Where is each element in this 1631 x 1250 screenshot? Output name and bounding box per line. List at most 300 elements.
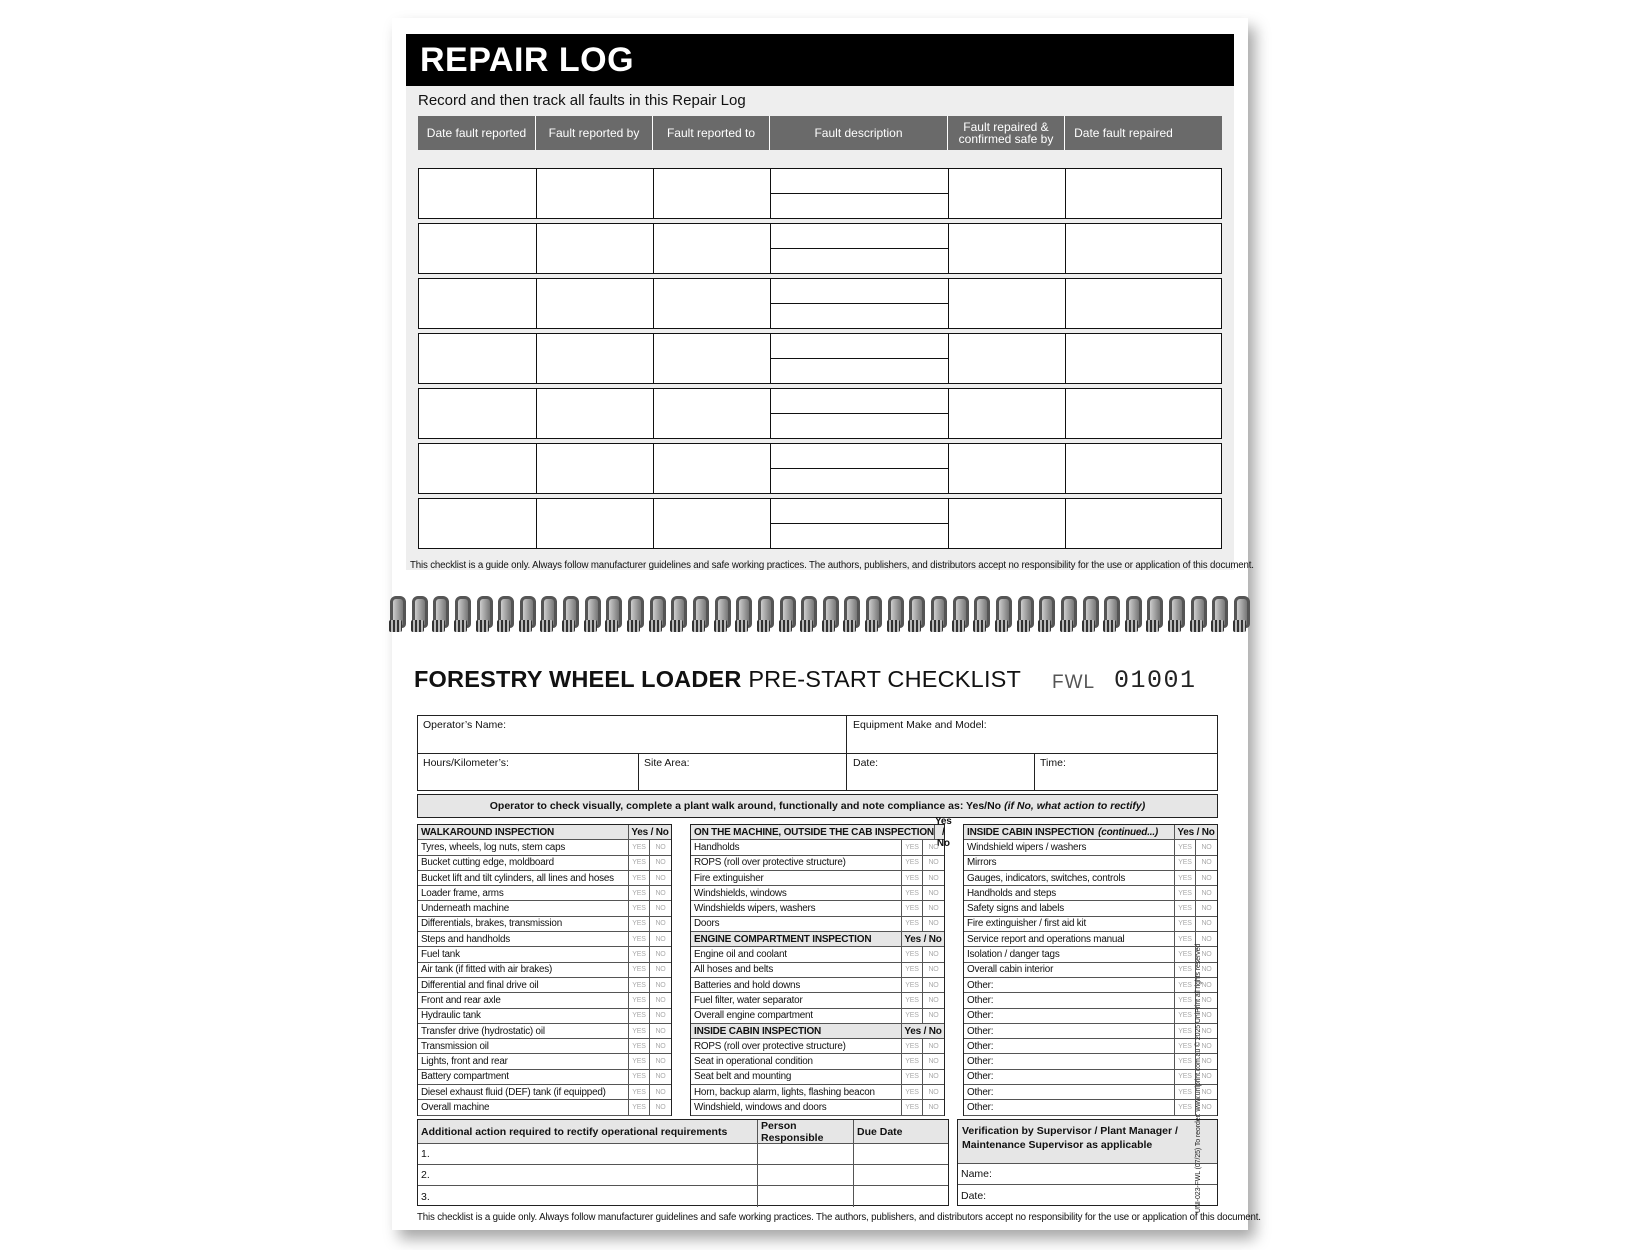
no-checkbox[interactable]: NO bbox=[928, 920, 939, 928]
yes-checkbox[interactable]: YES bbox=[902, 1009, 923, 1023]
repair-log-cell[interactable] bbox=[949, 389, 1066, 438]
yes-checkbox[interactable]: YES bbox=[1175, 1054, 1196, 1068]
repair-log-cell[interactable] bbox=[771, 279, 949, 328]
repair-log-header: Fault description bbox=[770, 116, 948, 150]
spiral-coil bbox=[1059, 596, 1075, 634]
no-checkbox[interactable]: NO bbox=[655, 874, 666, 882]
yes-checkbox[interactable]: YES bbox=[629, 947, 650, 961]
yes-checkbox[interactable]: YES bbox=[1175, 1085, 1196, 1099]
repair-log-row[interactable] bbox=[418, 333, 1222, 384]
checklist-item-row bbox=[691, 1100, 944, 1115]
instruction-text: Operator to check visually, complete a plant walk around, functionally and note compliance as: Yes/No bbox=[489, 800, 1002, 812]
spiral-coil bbox=[821, 596, 837, 634]
action-row[interactable] bbox=[418, 1186, 948, 1207]
checklist-item-row bbox=[418, 901, 671, 916]
spiral-coil bbox=[886, 596, 902, 634]
no-checkbox[interactable]: NO bbox=[655, 935, 666, 943]
repair-log-cell[interactable] bbox=[537, 444, 654, 493]
checklist-item-label: Handholds bbox=[691, 840, 902, 854]
walkaround-inspection-column bbox=[417, 824, 672, 1116]
repair-log-cell[interactable] bbox=[654, 444, 771, 493]
no-checkbox[interactable]: NO bbox=[655, 951, 666, 959]
checklist-item-label: Doors bbox=[691, 917, 902, 931]
yes-checkbox[interactable]: YES bbox=[902, 901, 923, 915]
yes-checkbox[interactable]: YES bbox=[1175, 886, 1196, 900]
yes-checkbox[interactable]: YES bbox=[629, 1009, 650, 1023]
yes-checkbox[interactable]: YES bbox=[1175, 978, 1196, 992]
no-checkbox[interactable]: NO bbox=[928, 1073, 939, 1081]
yes-checkbox[interactable]: YES bbox=[629, 1100, 650, 1114]
verification-box bbox=[957, 1119, 1218, 1206]
yes-checkbox[interactable]: YES bbox=[629, 1085, 650, 1099]
yes-checkbox[interactable]: YES bbox=[902, 947, 923, 961]
yes-checkbox[interactable]: YES bbox=[629, 932, 650, 946]
checklist-item-row bbox=[691, 871, 944, 886]
repair-log-cell[interactable] bbox=[771, 499, 949, 548]
repair-log-cell[interactable] bbox=[654, 389, 771, 438]
repair-log-cell[interactable] bbox=[537, 224, 654, 273]
checklist-item-label: All hoses and belts bbox=[691, 963, 902, 977]
no-checkbox[interactable]: NO bbox=[655, 981, 666, 989]
verification-header: Verification by Supervisor / Plant Manager / Maintenance Supervisor as applicable bbox=[958, 1120, 1217, 1164]
checklist-item-label: Overall cabin interior bbox=[964, 963, 1175, 977]
due-date-cell[interactable] bbox=[854, 1165, 948, 1185]
no-checkbox[interactable]: NO bbox=[655, 1058, 666, 1066]
repair-log-cell[interactable] bbox=[419, 499, 537, 548]
checklist-item-label: Fuel filter, water separator bbox=[691, 993, 902, 1007]
checklist-item-label: Handholds and steps bbox=[964, 886, 1175, 900]
checklist-item-row bbox=[964, 840, 1217, 855]
inside-cabin-inspection-column bbox=[963, 824, 1218, 1116]
yes-checkbox[interactable]: YES bbox=[1175, 856, 1196, 870]
no-checkbox[interactable]: NO bbox=[1201, 1012, 1212, 1020]
spiral-coil bbox=[907, 596, 923, 634]
checklist-item-row bbox=[418, 1039, 671, 1054]
no-checkbox[interactable]: NO bbox=[1201, 905, 1212, 913]
repair-log-cell[interactable] bbox=[949, 334, 1066, 383]
checklist-item-row bbox=[964, 1054, 1217, 1069]
repair-log-cell[interactable] bbox=[654, 334, 771, 383]
checklist-item-label: ROPS (roll over protective structure) bbox=[691, 1039, 902, 1053]
section-header-row bbox=[691, 1024, 944, 1039]
repair-log-cell[interactable] bbox=[1066, 389, 1183, 438]
checklist-item-row bbox=[964, 1024, 1217, 1039]
repair-log-cell[interactable] bbox=[537, 279, 654, 328]
spiral-coil bbox=[951, 596, 967, 634]
spiral-binding bbox=[388, 596, 1248, 634]
yes-checkbox[interactable]: YES bbox=[1175, 963, 1196, 977]
no-checkbox[interactable]: NO bbox=[1201, 1058, 1212, 1066]
no-checkbox[interactable]: NO bbox=[928, 1103, 939, 1111]
repair-log-row[interactable] bbox=[418, 168, 1222, 219]
operator-name-field[interactable]: Operator’s Name: bbox=[423, 719, 507, 731]
section-header-text: WALKAROUND INSPECTION bbox=[421, 826, 555, 838]
section-header-italic: (continued...) bbox=[1098, 826, 1159, 838]
checklist-item-row bbox=[418, 947, 671, 962]
yes-checkbox[interactable]: YES bbox=[1175, 901, 1196, 915]
checklist-item-label: Windshields, windows bbox=[691, 886, 902, 900]
section-header-text: INSIDE CABIN INSPECTION bbox=[967, 826, 1095, 838]
checklist-item-row bbox=[418, 978, 671, 993]
checklist-item-row bbox=[418, 840, 671, 855]
yes-checkbox[interactable]: YES bbox=[629, 978, 650, 992]
no-checkbox[interactable]: NO bbox=[655, 859, 666, 867]
no-checkbox[interactable]: NO bbox=[1201, 889, 1212, 897]
repair-log-row[interactable] bbox=[418, 498, 1222, 549]
checklist-title-rest: PRE-START CHECKLIST bbox=[748, 666, 1022, 692]
repair-log-cell[interactable] bbox=[1066, 499, 1183, 548]
no-checkbox[interactable]: NO bbox=[1201, 1042, 1212, 1050]
yes-checkbox[interactable]: YES bbox=[629, 993, 650, 1007]
section-header bbox=[691, 825, 935, 839]
person-cell[interactable] bbox=[758, 1165, 854, 1185]
checklist-item-label: Other: bbox=[964, 1039, 1175, 1053]
checklist-item-row bbox=[691, 993, 944, 1008]
yes-checkbox[interactable]: YES bbox=[1175, 871, 1196, 885]
checklist-item-label: Transmission oil bbox=[418, 1039, 629, 1053]
no-checkbox[interactable]: NO bbox=[1201, 859, 1212, 867]
no-checkbox[interactable]: NO bbox=[655, 843, 666, 851]
spiral-coil bbox=[518, 596, 534, 634]
repair-log-cell[interactable] bbox=[419, 389, 537, 438]
checklist-item-label: Bucket cutting edge, moldboard bbox=[418, 856, 629, 870]
yes-checkbox[interactable]: YES bbox=[1175, 1009, 1196, 1023]
spiral-coil bbox=[799, 596, 815, 634]
no-checkbox[interactable]: NO bbox=[655, 920, 666, 928]
section-header-text: ENGINE COMPARTMENT INSPECTION bbox=[694, 933, 872, 945]
checklist-item-row bbox=[964, 1085, 1217, 1100]
yes-checkbox[interactable]: YES bbox=[1175, 993, 1196, 1007]
checklist-item-row bbox=[418, 856, 671, 871]
action-row[interactable] bbox=[418, 1165, 948, 1186]
no-checkbox[interactable]: NO bbox=[928, 874, 939, 882]
equipment-field[interactable]: Equipment Make and Model: bbox=[853, 719, 987, 731]
spiral-coil bbox=[864, 596, 880, 634]
no-checkbox[interactable]: NO bbox=[655, 905, 666, 913]
checklist-item-row bbox=[691, 1039, 944, 1054]
checklist-item-label: Windshields wipers, washers bbox=[691, 901, 902, 915]
checklist-item-label: Other: bbox=[964, 1009, 1175, 1023]
no-checkbox[interactable]: NO bbox=[1201, 996, 1212, 1004]
no-checkbox[interactable]: NO bbox=[655, 1012, 666, 1020]
due-date-cell[interactable] bbox=[854, 1144, 948, 1164]
checklist-item-row bbox=[964, 1039, 1217, 1054]
checklist-item-row bbox=[964, 1009, 1217, 1024]
checklist-serial-number: 01001 bbox=[1114, 666, 1197, 695]
repair-log-cell[interactable] bbox=[771, 224, 949, 273]
spiral-coil bbox=[1037, 596, 1053, 634]
checklist-item-row bbox=[964, 963, 1217, 978]
spiral-coil bbox=[583, 596, 599, 634]
yes-checkbox[interactable]: YES bbox=[1175, 917, 1196, 931]
time-field[interactable]: Time: bbox=[1040, 757, 1066, 769]
no-checkbox[interactable]: NO bbox=[928, 843, 939, 851]
repair-log-cell[interactable] bbox=[537, 389, 654, 438]
checklist-item-label: Other: bbox=[964, 1024, 1175, 1038]
no-checkbox[interactable]: NO bbox=[1201, 935, 1212, 943]
spiral-coil bbox=[496, 596, 512, 634]
no-checkbox[interactable]: NO bbox=[928, 1012, 939, 1020]
spiral-coil bbox=[626, 596, 642, 634]
checklist-item-row bbox=[964, 1070, 1217, 1085]
repair-log-cell[interactable] bbox=[419, 169, 537, 218]
spiral-coil bbox=[431, 596, 447, 634]
checklist-item-label: Air tank (if fitted with air brakes) bbox=[418, 963, 629, 977]
checklist-item-label: Engine oil and coolant bbox=[691, 947, 902, 961]
no-checkbox[interactable]: NO bbox=[1201, 951, 1212, 959]
repair-log-row[interactable] bbox=[418, 443, 1222, 494]
yes-checkbox[interactable]: YES bbox=[902, 963, 923, 977]
spiral-coil bbox=[561, 596, 577, 634]
yes-checkbox[interactable]: YES bbox=[629, 1039, 650, 1053]
repair-log-cell[interactable] bbox=[654, 499, 771, 548]
yes-checkbox[interactable]: YES bbox=[629, 871, 650, 885]
yes-checkbox[interactable]: YES bbox=[629, 840, 650, 854]
yes-checkbox[interactable]: YES bbox=[902, 1100, 923, 1114]
action-row-number: 3. bbox=[418, 1186, 758, 1207]
repair-log-cell[interactable] bbox=[419, 279, 537, 328]
no-checkbox[interactable]: NO bbox=[655, 996, 666, 1004]
repair-log-header: Fault reported by bbox=[536, 116, 653, 150]
checklist-item-label: Loader frame, arms bbox=[418, 886, 629, 900]
yes-checkbox[interactable]: YES bbox=[629, 963, 650, 977]
no-checkbox[interactable]: NO bbox=[1201, 1073, 1212, 1081]
no-checkbox[interactable]: NO bbox=[655, 1103, 666, 1111]
verification-date-field[interactable]: Date: bbox=[961, 1189, 987, 1202]
checklist-item-label: Hydraulic tank bbox=[418, 1009, 629, 1023]
yes-checkbox[interactable]: YES bbox=[902, 840, 923, 854]
yes-checkbox[interactable]: YES bbox=[629, 1054, 650, 1068]
yes-checkbox[interactable]: YES bbox=[902, 917, 923, 931]
repair-log-cell[interactable] bbox=[949, 224, 1066, 273]
repair-log-header-row bbox=[418, 116, 1222, 150]
section-header bbox=[691, 1024, 902, 1038]
checklist-item-row bbox=[691, 856, 944, 871]
repair-log-cell[interactable] bbox=[654, 279, 771, 328]
section-header-text: ON THE MACHINE, OUTSIDE THE CAB INSPECTION bbox=[694, 826, 934, 838]
spiral-coil bbox=[713, 596, 729, 634]
checklist-item-row bbox=[964, 886, 1217, 901]
repair-log-row[interactable] bbox=[418, 223, 1222, 274]
yes-no-header: Yes / No bbox=[934, 815, 952, 849]
checklist-code: FWL bbox=[1052, 672, 1096, 693]
checklist-item-row bbox=[964, 901, 1217, 916]
repair-log-row[interactable] bbox=[418, 388, 1222, 439]
repair-log-header: Fault reported to bbox=[653, 116, 770, 150]
no-checkbox[interactable]: NO bbox=[928, 889, 939, 897]
person-cell[interactable] bbox=[758, 1144, 854, 1164]
repair-log-cell[interactable] bbox=[1066, 334, 1183, 383]
repair-log-cell[interactable] bbox=[1066, 279, 1183, 328]
repair-log-header: Date fault reported bbox=[418, 116, 536, 150]
checklist-item-row bbox=[418, 1024, 671, 1039]
checklist-item-label: Other: bbox=[964, 1070, 1175, 1084]
checklist-item-label: Differentials, brakes, transmission bbox=[418, 917, 629, 931]
yes-checkbox[interactable]: YES bbox=[629, 856, 650, 870]
yes-checkbox[interactable]: YES bbox=[1175, 1024, 1196, 1038]
yes-checkbox[interactable]: YES bbox=[1175, 1039, 1196, 1053]
repair-log-section bbox=[406, 34, 1234, 570]
yes-checkbox[interactable]: YES bbox=[629, 1070, 650, 1084]
action-header: Additional action required to rectify operational requirements bbox=[418, 1120, 758, 1143]
repair-log-cell[interactable] bbox=[949, 169, 1066, 218]
repair-log-cell[interactable] bbox=[771, 169, 949, 218]
no-checkbox[interactable]: NO bbox=[655, 1088, 666, 1096]
checklist-disclaimer: This checklist is a guide only. Always follow manufacturer guidelines and safe working practices. The authors, publishers, and distributors accept no responsibility for the use or application of this document. bbox=[417, 1212, 1261, 1223]
checklist-item-label: Overall engine compartment bbox=[691, 1009, 902, 1023]
checklist-item-label: Steps and handholds bbox=[418, 932, 629, 946]
yes-checkbox[interactable]: YES bbox=[1175, 1070, 1196, 1084]
no-checkbox[interactable]: NO bbox=[1201, 920, 1212, 928]
repair-log-cell[interactable] bbox=[1066, 224, 1183, 273]
verification-name-field[interactable]: Name: bbox=[958, 1164, 1217, 1185]
yes-checkbox[interactable]: YES bbox=[902, 993, 923, 1007]
repair-log-cell[interactable] bbox=[949, 444, 1066, 493]
spiral-coil bbox=[1102, 596, 1118, 634]
date-field[interactable]: Date: bbox=[853, 757, 879, 769]
spiral-coil bbox=[1081, 596, 1097, 634]
yes-no-header: Yes / No bbox=[1177, 826, 1215, 838]
no-checkbox[interactable]: NO bbox=[655, 966, 666, 974]
repair-log-cell[interactable] bbox=[537, 169, 654, 218]
yes-checkbox[interactable]: YES bbox=[902, 1070, 923, 1084]
no-checkbox[interactable]: NO bbox=[928, 951, 939, 959]
checklist-item-row bbox=[418, 871, 671, 886]
yes-checkbox[interactable]: YES bbox=[902, 871, 923, 885]
yes-checkbox[interactable]: YES bbox=[902, 1039, 923, 1053]
checklist-item-row bbox=[418, 1009, 671, 1024]
yes-checkbox[interactable]: YES bbox=[1175, 947, 1196, 961]
checklist-item-row bbox=[691, 917, 944, 932]
repair-log-cell[interactable] bbox=[771, 444, 949, 493]
yes-checkbox[interactable]: YES bbox=[902, 1085, 923, 1099]
no-checkbox[interactable]: NO bbox=[1201, 843, 1212, 851]
action-row[interactable] bbox=[418, 1144, 948, 1165]
due-date-cell[interactable] bbox=[854, 1186, 948, 1207]
spiral-coil bbox=[648, 596, 664, 634]
repair-log-cell[interactable] bbox=[949, 499, 1066, 548]
repair-log-subtitle: Record and then track all faults in this Repair Log bbox=[418, 92, 746, 109]
checklist-item-label: Fire extinguisher / first aid kit bbox=[964, 917, 1175, 931]
repair-log-cell[interactable] bbox=[771, 389, 949, 438]
repair-log-cell[interactable] bbox=[537, 334, 654, 383]
repair-log-cell[interactable] bbox=[654, 224, 771, 273]
yes-checkbox[interactable]: YES bbox=[1175, 1100, 1196, 1114]
spiral-coil bbox=[388, 596, 404, 634]
no-checkbox[interactable]: NO bbox=[655, 1042, 666, 1050]
no-checkbox[interactable]: NO bbox=[928, 996, 939, 1004]
checklist-item-label: Lights, front and rear bbox=[418, 1054, 629, 1068]
checklist-item-label: Other: bbox=[964, 1085, 1175, 1099]
repair-log-header: Date fault repaired bbox=[1074, 126, 1173, 140]
spiral-coil bbox=[1124, 596, 1140, 634]
no-checkbox[interactable]: NO bbox=[928, 1058, 939, 1066]
yes-checkbox[interactable]: YES bbox=[629, 917, 650, 931]
no-checkbox[interactable]: NO bbox=[928, 966, 939, 974]
checklist-item-row bbox=[964, 932, 1217, 947]
yes-checkbox[interactable]: YES bbox=[629, 901, 650, 915]
checklist-item-row bbox=[418, 1085, 671, 1100]
no-checkbox[interactable]: NO bbox=[928, 859, 939, 867]
checklist-item-row bbox=[964, 871, 1217, 886]
spiral-coil bbox=[1189, 596, 1205, 634]
no-checkbox[interactable]: NO bbox=[928, 1088, 939, 1096]
checklist-item-label: Batteries and hold downs bbox=[691, 978, 902, 992]
no-checkbox[interactable]: NO bbox=[1201, 1027, 1212, 1035]
spiral-coil bbox=[1167, 596, 1183, 634]
spiral-coil bbox=[929, 596, 945, 634]
no-checkbox[interactable]: NO bbox=[1201, 874, 1212, 882]
repair-log-title: REPAIR LOG bbox=[420, 41, 635, 79]
yes-checkbox[interactable]: YES bbox=[629, 1024, 650, 1038]
section-header-row bbox=[418, 825, 671, 840]
repair-log-cell[interactable] bbox=[1066, 444, 1183, 493]
checklist-item-label: Other: bbox=[964, 978, 1175, 992]
repair-log-cell[interactable] bbox=[654, 169, 771, 218]
yes-checkbox[interactable]: YES bbox=[629, 886, 650, 900]
yes-checkbox[interactable]: YES bbox=[902, 978, 923, 992]
checklist-item-row bbox=[964, 978, 1217, 993]
person-cell[interactable] bbox=[758, 1186, 854, 1207]
yes-checkbox[interactable]: YES bbox=[902, 886, 923, 900]
no-checkbox[interactable]: NO bbox=[655, 889, 666, 897]
no-checkbox[interactable]: NO bbox=[1201, 1088, 1212, 1096]
checklist-item-row bbox=[691, 978, 944, 993]
spiral-coil bbox=[778, 596, 794, 634]
no-checkbox[interactable]: NO bbox=[928, 905, 939, 913]
spiral-coil bbox=[475, 596, 491, 634]
repair-log-cell[interactable] bbox=[949, 279, 1066, 328]
repair-log-cell[interactable] bbox=[771, 334, 949, 383]
repair-log-cell[interactable] bbox=[1066, 169, 1183, 218]
no-checkbox[interactable]: NO bbox=[1201, 1103, 1212, 1111]
checklist-item-row bbox=[964, 1100, 1217, 1115]
hours-field[interactable]: Hours/Kilometer’s: bbox=[423, 757, 509, 769]
no-checkbox[interactable]: NO bbox=[655, 1073, 666, 1081]
site-area-field[interactable]: Site Area: bbox=[644, 757, 690, 769]
repair-log-cell[interactable] bbox=[537, 499, 654, 548]
yes-checkbox[interactable]: YES bbox=[1175, 840, 1196, 854]
no-checkbox[interactable]: NO bbox=[655, 1027, 666, 1035]
checklist-item-label: Other: bbox=[964, 1100, 1175, 1114]
yes-checkbox[interactable]: YES bbox=[902, 856, 923, 870]
no-checkbox[interactable]: NO bbox=[1201, 966, 1212, 974]
checklist-item-row bbox=[964, 993, 1217, 1008]
yes-checkbox[interactable]: YES bbox=[1175, 932, 1196, 946]
checklist-item-label: Mirrors bbox=[964, 856, 1175, 870]
spiral-coil bbox=[1210, 596, 1226, 634]
checklist-title-bold: FORESTRY WHEEL LOADER bbox=[414, 666, 742, 692]
no-checkbox[interactable]: NO bbox=[928, 1042, 939, 1050]
checklist-item-row bbox=[418, 963, 671, 978]
yes-no-header: Yes / No bbox=[904, 933, 942, 945]
yes-checkbox[interactable]: YES bbox=[902, 1054, 923, 1068]
no-checkbox[interactable]: NO bbox=[928, 981, 939, 989]
checklist-item-row bbox=[418, 917, 671, 932]
repair-log-row[interactable] bbox=[418, 278, 1222, 329]
section-header bbox=[418, 825, 629, 839]
repair-log-cell[interactable] bbox=[419, 334, 537, 383]
repair-log-cell[interactable] bbox=[419, 224, 537, 273]
instruction-italic: (if No, what action to rectify) bbox=[1004, 800, 1146, 812]
checklist-item-row bbox=[691, 886, 944, 901]
repair-log-cell[interactable] bbox=[419, 444, 537, 493]
no-checkbox[interactable]: NO bbox=[1201, 981, 1212, 989]
spiral-coil bbox=[734, 596, 750, 634]
spiral-coil bbox=[972, 596, 988, 634]
checklist-item-row bbox=[418, 1100, 671, 1115]
checklist-item-label: Tyres, wheels, log nuts, stem caps bbox=[418, 840, 629, 854]
